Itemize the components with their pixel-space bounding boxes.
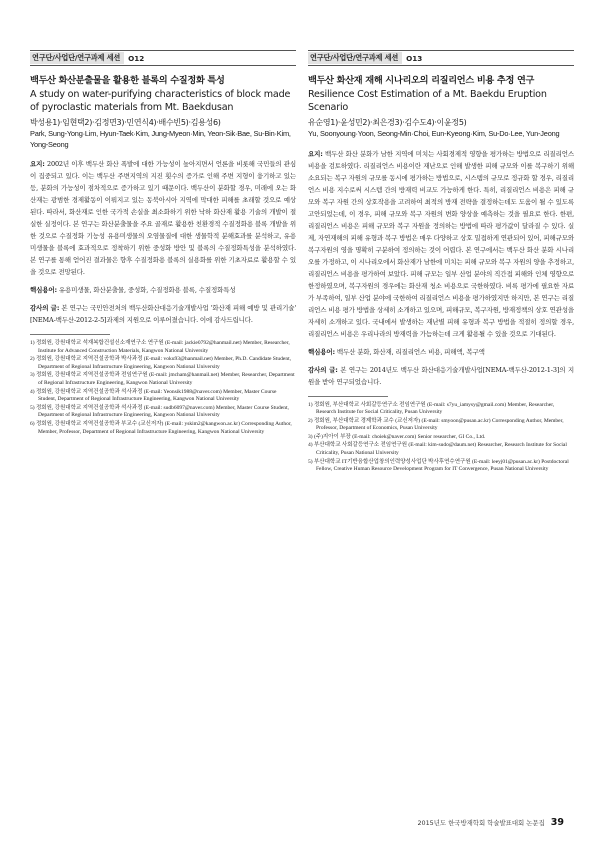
footnote: 4) 정회원, 강원대학교 지역건설공학과 석사과정 (E-mail: Yeonsik1988@naver.com) Member, Master Course Student, Department of Regional Infrastructure Engineering, Kangwon National University (30, 388, 277, 403)
keywords (30, 284, 296, 296)
keywords-text: 백두산 분화, 화산재, 리질리언스 비용, 피해액, 복구액 (336, 347, 485, 356)
footnote: 5) 부산대학교 IT기반융합산업창의인력양성사업단 박사후연수연구원 (E-mail: leeyj01@pusan.ac.kr) Postdoctoral Fellow, Creative Human Resource Development Program for IT Convergence, Pusan National University (308, 458, 569, 473)
acknowledgement (30, 302, 296, 326)
session-header (30, 50, 296, 66)
title-english: Resilience Cost Estimation of a Mt. Baekdu Eruption Scenario (308, 89, 547, 113)
ack-label: 감사의 글: (30, 304, 60, 312)
proceedings-title: 2015년도 한국방재학회 학술발표대회 논문집 (417, 819, 545, 827)
abstract-text: 2002년 이후 백두산 화산 폭발에 대한 가능성이 높아지면서 언론을 비롯해 국민들의 관심이 집중되고 있다. 이는 백두산 주변지역의 지진 횟수의 증가로 인해 주변 지형이 융기하고 있는 등, 분화의 가능성이 점차적으로 증가하고 있기 때문이다. 백두산이 분화할 경우, 미래에 오는 화산재는 광범한 경제활동이 이뤄지고 있는 동북아시아 지역에 막대한 피해를 초래할 것으로 예상된다. 따라서, 화산재로 인한 국가적 손실을 최소화하기 위한 낙하 화산재 활용 기술의 개발이 절실한 실정이다. 본 연구는 화산분출물을 주요 골재로 활용한 친환경적 수질정화용 블록 개발을 위한 것으로 수질정화 기능성 유용미생물의 오염물질에 대한 생물학적 분해효과를 분석하고, 유용미생물을 블록에 효과적으로 정착하기 위한 중성화 방안 및 블록의 수질정화특성을 분석하였다. 본 연구를 통해 얻어진 결과물은 향후 수질정화용 블록의 실용화를 위한 기초자료로 활용할 수 있을 것으로 전망된다. (30, 160, 296, 276)
footnotes (308, 402, 574, 474)
title-korean: 백두산 화산재 재해 시나리오의 리질리언스 비용 추정 연구 (308, 75, 535, 86)
title-english: A study on water-purifying characteristics of block made of pyroclastic materials from Mt. Baekdusan (30, 89, 291, 113)
abstract (308, 148, 574, 340)
session-header (308, 50, 574, 66)
footnote: 4) 부산대학교 사회갈등연구소 전임연구원 (E-mail: kim-sudo@daum.net) Researcher, Research Institute for Social Criticality, Pusan National University (308, 442, 567, 457)
ack-text: 본 연구는 2014년도 백두산 화산대응기술개발사업[NEMA-백두산-2012-1-3]의 지원을 받아 연구되었습니다. (308, 365, 575, 386)
footnote: 1) 정회원, 강원대학교 석재복합건설신소재연구소 연구원 (E-mail: jackie0792@hanmail.net) Member, Researcher, Institute for Advanced Construction Materials, Kangwon National University (30, 340, 290, 354)
abstract-label: 요지: (308, 149, 323, 158)
paper-left (30, 50, 296, 437)
keywords (308, 346, 574, 358)
page-number: 39 (550, 817, 564, 828)
paper-right (308, 50, 574, 475)
ack-text: 본 연구는 국민안전처의 백두산화산대응기술개발사업 '화산재 피해 예방 및 관리기술' [NEMA-백두산-2012-2-5]과제의 지원으로 이루어졌습니다. 이에 감사드립니다. (30, 304, 296, 324)
session-number: O12 (128, 53, 145, 63)
footnote: 2) 정회원, 부산대학교 경제학과 교수 (교신저자) (E-mail: smyoon@pusan.ac.kr) Corresponding Author, Member, Professor, Department of Economics, Pusan University (308, 417, 564, 432)
ack-label: 감사의 글: (308, 365, 338, 374)
session-label: 연구단/사업단/연구과제 세션 (30, 52, 124, 64)
authors-korean: 박성용1)·임현택2)·김정면3)·민연식4)·배수빈5)·김용성6) (30, 118, 221, 127)
authors-korean: 유순영1)·윤성민2)·최은경3)·김수도4)·이윤정5) (308, 118, 467, 127)
footnote-divider (308, 396, 388, 397)
session-number: O13 (406, 53, 423, 63)
abstract (30, 158, 296, 278)
keywords-text: 유용미생물, 화산분출물, 중성화, 수질정화용 블록, 수질정화특성 (58, 286, 236, 294)
session-label: 연구단/사업단/연구과제 세션 (308, 52, 402, 64)
footnote-divider (30, 334, 110, 335)
footnote: 6) 정회원, 강원대학교 지역건설공학과 부교수 (교신저자) (E-mail: yskim2@kangwon.ac.kr) Corresponding Author, Member, Professor, Department of Regional Infrastructure Engineering, Kangwon National University (30, 420, 292, 435)
abstract-label: 요지: (30, 160, 45, 168)
authors-english: Park, Sung-Yong·Lim, Hyun-Taek·Kim, Jung-Myeon·Min, Yeon-Sik·Bae, Su-Bin·Kim, Yong-Seong (30, 129, 291, 149)
footnote: 3) (주)지아이 부장 (E-mail: choiek@naver.com) Senior researcher, GI Co., Ltd. (308, 433, 486, 440)
footnotes (30, 340, 296, 436)
acknowledgement (308, 364, 574, 388)
footnote: 2) 정회원, 강원대학교 지역건설공학과 박사과정 (E-mail: voku93@hanmail.net) Member, Ph.D. Candidate Student, Department of Regional Infrastructure Engineering, Kangwon National University (30, 356, 291, 370)
authors-english: Yu, Soonyoung·Yoon, Seong-Min·Choi, Eun-Kyeong·Kim, Su-Do·Lee, Yun-Jeong (308, 129, 560, 138)
title-korean: 백두산 화산분출물을 활용한 블록의 수질정화 특성 (30, 75, 225, 86)
keywords-label: 핵심용어: (30, 286, 57, 294)
keywords-label: 핵심용어: (308, 347, 335, 356)
abstract-text: 백두산 화산 분화가 남한 지역에 미치는 사회경제적 영향을 평가하는 방법으로 리질리언스 비용을 검토하였다. 리질리언스 비용이란 재난으로 인해 발생한 피해 규모와 이를 복구하기 위해 소요되는 복구 자원의 규모를 동시에 평가하는 방법으로, 시스템의 규모로 정규화 할 경우, 리질리언스 비용 지수로써 시스템 간의 방재력 비교도 가능하게 한다. 특히, 리질리언스 비용은 피해 규모와 복구 자원 간의 상호작용을 고려하여 최적의 방재 전략을 결정하는데도 도움이 될 수 있도록 고안되었는데, 이 경우, 피해 규모와 복구 자원의 변화 양상을 예측하는 것을 필요로 한다. 한편, 리질리언스 비용은 피해 규모와 복구 자원을 정의하는 방법에 따라 평가값이 달라질 수 있다. 실제, 자연재해의 피해 유형과 복구 방법은 매우 다양하고 상호 밀접하게 연관되어 있어, 피해규모와 복구자원의 영을 명확히 구분하여 정의하는 것이 어렵다. 본 연구에서는 백두산 화산 분화 시나리오를 가정하고, 이 시나리오에서 화산재가 남한에 미치는 피해 규모와 복구 자원의 양을 추정하고, 리질리언스 비용을 평가하여 보았다. 피해 규모는 일부 산업 분야의 직간접 피해와 인체 영향으로 한정하였으며, 복구자원의 경우에는 화산재 청소 비용으로 국한하였다. 비록 평가에 필요한 자료가 부족하여, 일부 산업 분야에 국한하여 리질리언스 비용을 평가하였지만 하지만, 본 연구는 리질리언스 비용 평가 방법을 상세히 소개하고 있으며, 피해규모, 복구자원, 방재정책의 상호 연관성을 자세히 소개하고 있다. 국내에서 발생하는 재난별 피해 유형과 복구 방법을 적절히 정의할 경우, 리질리언스 비용은 우리나라의 방재력을 가늠하는데 크게 활용될 수 있을 것으로 기대된다. (308, 149, 574, 338)
footnote: 5) 정회원, 강원대학교 지역건설공학과 석사과정 (E-mail: sudb6097@naver.com) Member, Master Course Student, Department of Regional Infrastructure Engineering, Kangwon National University (30, 404, 289, 419)
page-footer (417, 817, 564, 828)
footnote: 3) 정회원, 강원대학교 지역건설공학과 전임연구원 (E-mail: jmcham@hanmail.net) Member, Researcher, Department of Regional Infrastructure Engineering, Kangwon National University (30, 372, 295, 386)
footnote: 1) 정회원, 부산대학교 사회갈등연구소 전임연구원 (E-mail: s7yu_iamysy@gmail.com) Member, Researcher, Research Institute for Social Criticality, Pusan University (308, 401, 555, 416)
